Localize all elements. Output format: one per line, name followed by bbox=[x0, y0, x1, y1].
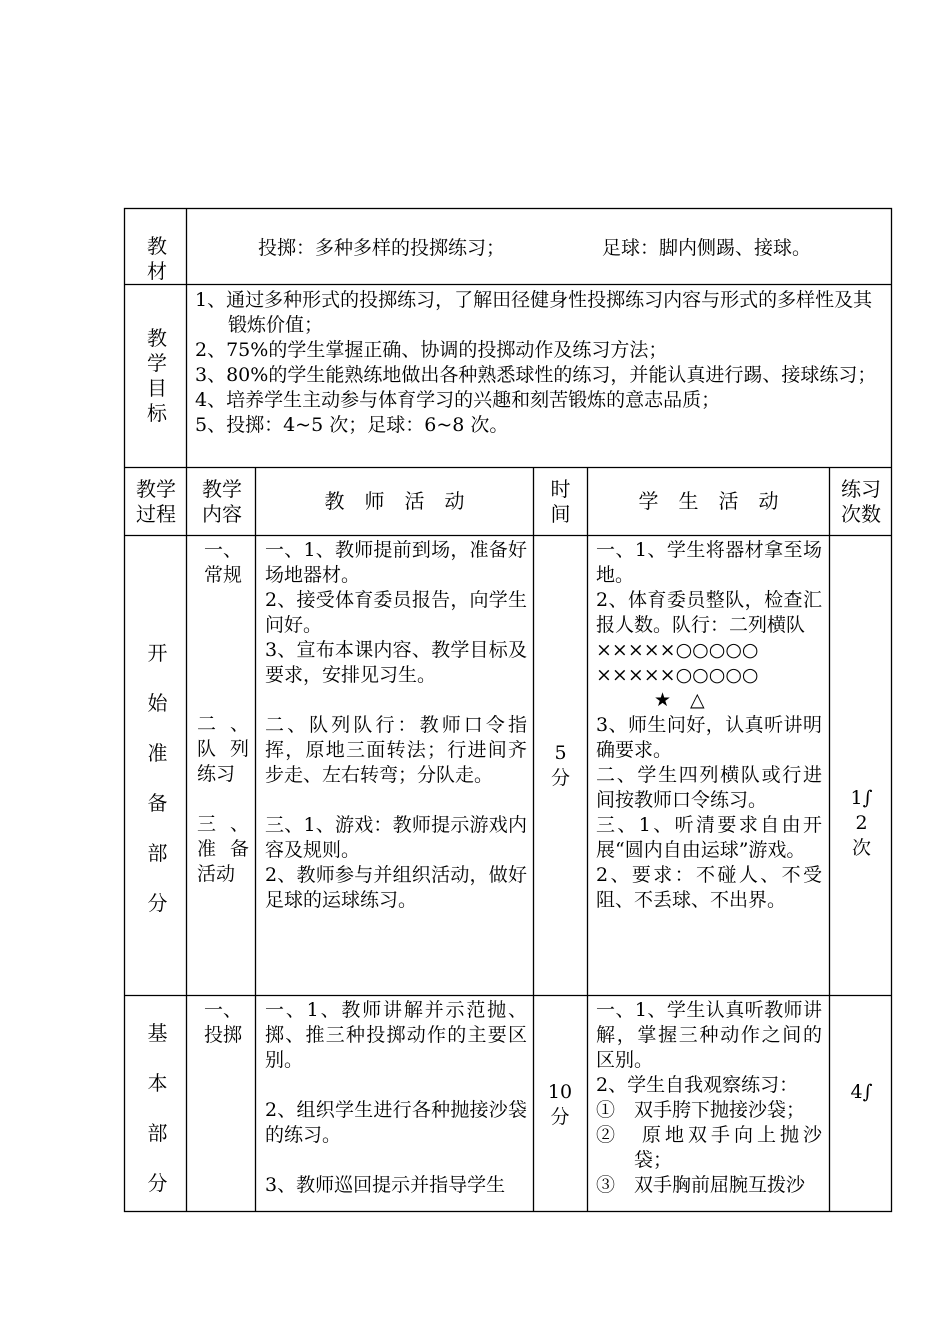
prep-student-item: 一、1、学生将器材拿至场地。 bbox=[596, 539, 822, 586]
basic-time: 10分 bbox=[547, 1081, 573, 1128]
prep-time: 5分 bbox=[550, 742, 570, 789]
basic-student-activities bbox=[596, 998, 822, 1210]
formation-row: ×××××○○○○○ bbox=[596, 664, 759, 686]
material-football: 足球：脚内侧踢、接球。 bbox=[602, 237, 812, 259]
header-teacher: 教 师 活 动 bbox=[324, 489, 465, 513]
basic-content-throwing: 一、投掷 bbox=[203, 999, 242, 1046]
prep-student-item: 2、体育委员整队，检查汇报人数。队行：二列横队 bbox=[596, 589, 822, 636]
prep-content-routine: 一、常规 bbox=[203, 539, 242, 586]
prep-teacher-activities bbox=[265, 538, 527, 913]
objectives-list bbox=[195, 288, 885, 438]
prep-reps: 1∫2次 bbox=[850, 787, 873, 859]
prep-teacher-item: 3、宣布本课内容、教学目标及要求，安排见习生。 bbox=[265, 639, 527, 686]
formation-markers: ★ △ bbox=[654, 689, 705, 711]
basic-student-item: 2、学生自我观察练习： bbox=[596, 1074, 799, 1096]
header-reps: 练习次数 bbox=[841, 477, 881, 526]
basic-student-subitem: ③ 双手胸前屈腕互拨沙 bbox=[596, 1174, 806, 1196]
prep-teacher-item: 一、1、教师提前到场，准备好场地器材。 bbox=[265, 539, 527, 586]
prep-student-activities bbox=[596, 538, 822, 913]
material-throwing: 投掷：多种多样的投掷练习； bbox=[258, 237, 506, 259]
prep-content-warmup: 三、准备活动 bbox=[197, 813, 249, 885]
basic-student-subitem: ① 双手胯下抛接沙袋； bbox=[596, 1099, 806, 1121]
header-content: 教学内容 bbox=[202, 477, 242, 526]
basic-student-subitem: ② 原地双手向上抛沙袋； bbox=[596, 1124, 822, 1171]
basic-reps: 4∫ bbox=[850, 1081, 873, 1103]
objective-item: 2、75%的学生掌握正确、协调的投掷动作及练习方法； bbox=[195, 339, 668, 361]
prep-student-item: 3、师生问好，认真听讲明确要求。 bbox=[596, 714, 822, 761]
prep-student-item: 三、1、听清要求自由开展“圆内自由运球”游戏。 bbox=[596, 814, 822, 861]
objective-item: 4、培养学生主动参与体育学习的兴趣和刻苦锻炼的意志品质； bbox=[195, 389, 721, 411]
basic-process-label: 基本部分 bbox=[147, 1021, 168, 1195]
objective-item: 3、80%的学生能熟练地做出各种熟悉球性的练习，并能认真进行踢、接球练习； bbox=[195, 364, 877, 386]
prep-teacher-item: 三、1、游戏：教师提示游戏内容及规则。 bbox=[265, 814, 527, 861]
objective-item: 5、投掷：4~5 次；足球：6~8 次。 bbox=[195, 414, 509, 436]
header-process: 教学过程 bbox=[136, 477, 176, 526]
prep-process-label: 开始准备部分 bbox=[147, 641, 168, 915]
formation-row: ×××××○○○○○ bbox=[596, 639, 759, 661]
material-label: 教材 bbox=[147, 234, 167, 283]
header-student: 学 生 活 动 bbox=[638, 489, 779, 513]
objective-item: 1、通过多种形式的投掷练习，了解田径健身性投掷练习内容与形式的多样性及其锻炼价值； bbox=[195, 289, 873, 336]
prep-teacher-item: 2、接受体育委员报告，向学生问好。 bbox=[265, 589, 527, 636]
header-time: 时间 bbox=[550, 477, 571, 526]
prep-teacher-item: 2、教师参与并组织活动，做好足球的运球练习。 bbox=[265, 864, 527, 911]
basic-teacher-item: 2、组织学生进行各种抛接沙袋的练习。 bbox=[265, 1099, 527, 1146]
prep-content-drill: 二、队列练习 bbox=[197, 713, 249, 785]
basic-teacher-item: 一、1、教师讲解并示范抛、掷、推三种投掷动作的主要区别。 bbox=[265, 999, 527, 1071]
basic-student-item: 一、1、学生认真听教师讲解，掌握三种动作之间的区别。 bbox=[596, 999, 822, 1071]
prep-teacher-item: 二、队列队行：教师口令指挥，原地三面转法；行进间齐步走、左右转弯；分队走。 bbox=[265, 714, 527, 786]
prep-student-item: 二、学生四列横队或行进间按教师口令练习。 bbox=[596, 764, 822, 811]
basic-teacher-activities bbox=[265, 998, 527, 1210]
objectives-label: 教学目标 bbox=[147, 326, 167, 425]
prep-student-item: 2、要求：不碰人、不受阻、不丢球、不出界。 bbox=[596, 864, 822, 911]
basic-teacher-item: 3、教师巡回提示并指导学生 bbox=[265, 1174, 506, 1196]
